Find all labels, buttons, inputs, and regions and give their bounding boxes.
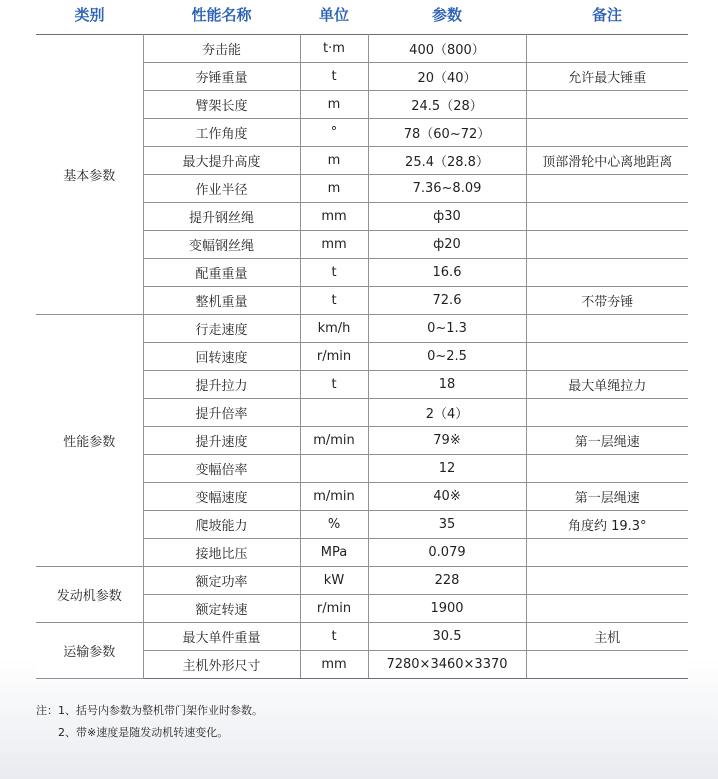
note-cell	[526, 651, 688, 679]
value-cell: ф30	[368, 203, 526, 231]
param-name-cell: 配重重量	[143, 259, 300, 287]
unit-cell: m/min	[300, 483, 368, 511]
table-row	[36, 567, 688, 595]
param-name-cell: 工作角度	[143, 119, 300, 147]
note-cell	[526, 119, 688, 147]
value-cell: ф20	[368, 231, 526, 259]
value-cell: 78（60~72）	[368, 119, 526, 147]
param-name-cell: 变幅倍率	[143, 455, 300, 483]
note-cell	[526, 567, 688, 595]
param-name-cell: 接地比压	[143, 539, 300, 567]
note-cell: 顶部滑轮中心离地距离	[526, 147, 688, 175]
unit-cell: °	[300, 119, 368, 147]
note-cell: 角度约 19.3°	[526, 511, 688, 539]
param-name-cell: 额定转速	[143, 595, 300, 623]
note-cell: 第一层绳速	[526, 427, 688, 455]
unit-cell: t·m	[300, 35, 368, 63]
value-cell: 400（800）	[368, 35, 526, 63]
unit-cell	[300, 455, 368, 483]
unit-cell: r/min	[300, 343, 368, 371]
header-unit: 单位	[318, 6, 349, 24]
note-cell	[526, 175, 688, 203]
value-cell: 24.5（28）	[368, 91, 526, 119]
param-name-cell: 主机外形尺寸	[143, 651, 300, 679]
unit-cell: MPa	[300, 539, 368, 567]
value-cell: 16.6	[368, 259, 526, 287]
param-name-cell: 整机重量	[143, 287, 300, 315]
header-name: 性能名称	[191, 6, 252, 24]
unit-cell: r/min	[300, 595, 368, 623]
table-row	[36, 315, 688, 343]
category-cell: 运输参数	[36, 623, 143, 679]
footnote-1: 注：1、括号内参数为整机带门架作业时参数。	[36, 704, 263, 717]
param-name-cell: 提升速度	[143, 427, 300, 455]
note-cell	[526, 539, 688, 567]
table-row	[36, 623, 688, 651]
value-cell: 228	[368, 567, 526, 595]
note-cell: 允许最大锤重	[526, 63, 688, 91]
param-name-cell: 爬坡能力	[143, 511, 300, 539]
value-cell: 0~2.5	[368, 343, 526, 371]
value-cell: 12	[368, 455, 526, 483]
unit-cell: t	[300, 371, 368, 399]
value-cell: 25.4（28.8）	[368, 147, 526, 175]
note-cell	[526, 455, 688, 483]
param-name-cell: 额定功率	[143, 567, 300, 595]
param-name-cell: 提升钢丝绳	[143, 203, 300, 231]
value-cell: 72.6	[368, 287, 526, 315]
unit-cell: m/min	[300, 427, 368, 455]
unit-cell: m	[300, 147, 368, 175]
param-name-cell: 行走速度	[143, 315, 300, 343]
footnote-2: 2、带※速度是随发动机转速变化。	[58, 726, 229, 739]
note-cell	[526, 399, 688, 427]
category-cell: 发动机参数	[36, 567, 143, 623]
note-cell	[526, 595, 688, 623]
note-cell	[526, 35, 688, 63]
unit-cell: t	[300, 259, 368, 287]
table-header	[36, 0, 688, 34]
param-name-cell: 夯锤重量	[143, 63, 300, 91]
param-name-cell: 变幅速度	[143, 483, 300, 511]
note-cell	[526, 203, 688, 231]
category-cell: 性能参数	[36, 315, 143, 567]
footnotes	[36, 700, 263, 744]
note-cell	[526, 343, 688, 371]
value-cell: 2（4）	[368, 399, 526, 427]
unit-cell: t	[300, 287, 368, 315]
value-cell: 35	[368, 511, 526, 539]
param-name-cell: 最大提升高度	[143, 147, 300, 175]
value-cell: 30.5	[368, 623, 526, 651]
value-cell: 0.079	[368, 539, 526, 567]
unit-cell: %	[300, 511, 368, 539]
value-cell: 40※	[368, 483, 526, 511]
unit-cell: mm	[300, 231, 368, 259]
header-note: 备注	[591, 6, 622, 24]
unit-cell: mm	[300, 203, 368, 231]
param-name-cell: 最大单件重量	[143, 623, 300, 651]
note-cell: 第一层绳速	[526, 483, 688, 511]
unit-cell: mm	[300, 651, 368, 679]
note-cell	[526, 231, 688, 259]
param-name-cell: 变幅钢丝绳	[143, 231, 300, 259]
note-cell	[526, 91, 688, 119]
param-name-cell: 回转速度	[143, 343, 300, 371]
param-name-cell: 臂架长度	[143, 91, 300, 119]
unit-cell: t	[300, 623, 368, 651]
note-cell: 不带夯锤	[526, 287, 688, 315]
spec-table	[36, 34, 688, 679]
value-cell: 1900	[368, 595, 526, 623]
note-cell	[526, 315, 688, 343]
unit-cell: m	[300, 175, 368, 203]
note-cell: 主机	[526, 623, 688, 651]
param-name-cell: 夯击能	[143, 35, 300, 63]
value-cell: 18	[368, 371, 526, 399]
param-name-cell: 提升倍率	[143, 399, 300, 427]
value-cell: 7280×3460×3370	[368, 651, 526, 679]
param-name-cell: 提升拉力	[143, 371, 300, 399]
table-row	[36, 35, 688, 63]
unit-cell: kW	[300, 567, 368, 595]
unit-cell: km/h	[300, 315, 368, 343]
header-category: 类别	[74, 6, 105, 24]
value-cell: 7.36~8.09	[368, 175, 526, 203]
note-cell	[526, 259, 688, 287]
unit-cell	[300, 399, 368, 427]
unit-cell: m	[300, 91, 368, 119]
value-cell: 0~1.3	[368, 315, 526, 343]
param-name-cell: 作业半径	[143, 175, 300, 203]
note-cell: 最大单绳拉力	[526, 371, 688, 399]
value-cell: 20（40）	[368, 63, 526, 91]
unit-cell: t	[300, 63, 368, 91]
value-cell: 79※	[368, 427, 526, 455]
header-value: 参数	[431, 6, 462, 24]
category-cell: 基本参数	[36, 35, 143, 315]
